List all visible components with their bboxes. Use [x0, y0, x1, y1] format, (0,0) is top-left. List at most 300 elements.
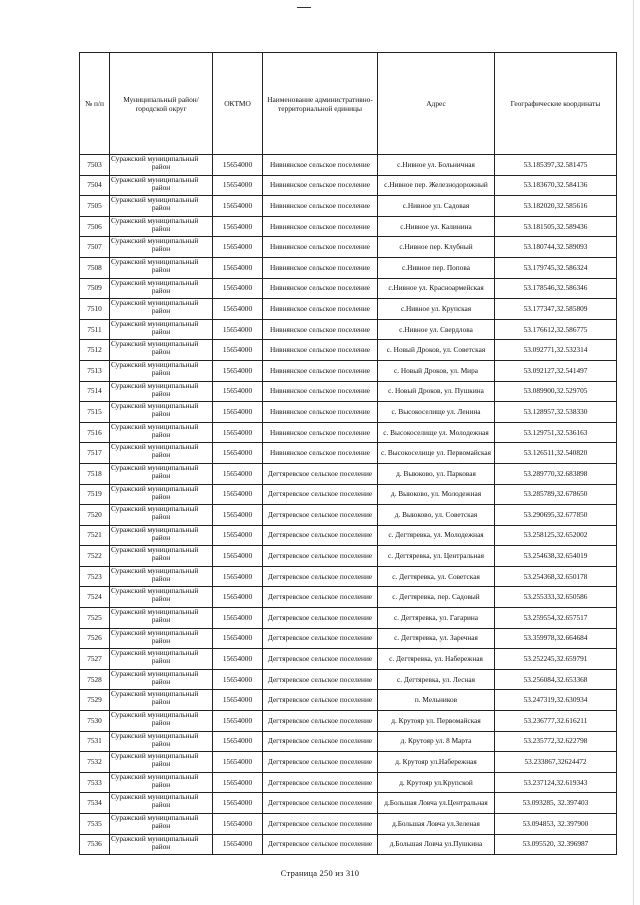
municipality-line2: район: [151, 326, 171, 336]
municipality-line2: район: [151, 264, 171, 274]
municipality-line2: район: [151, 306, 171, 316]
row-number: 7532: [80, 752, 110, 773]
table-row: [80, 443, 617, 464]
municipality-line1: Суражский муниципальный: [111, 525, 199, 534]
coordinates-cell: 53.256084,32.653368: [495, 669, 617, 690]
municipality-cell: [110, 360, 213, 381]
table-row: [80, 546, 617, 567]
address-cell: с. Дегтяревка, ул. Лесная: [378, 669, 495, 690]
row-number: 7529: [80, 690, 110, 711]
address-cell: д. Крутояр ул.Крупской: [378, 772, 495, 793]
coordinates-cell: 53.233867,32624472: [495, 752, 617, 773]
oktmo-cell: 15654000: [213, 834, 263, 855]
municipality-line2: район: [151, 162, 171, 171]
coordinates-cell: 53.359978,32.664684: [495, 628, 617, 649]
coordinates-cell: 53.252245,32.659791: [495, 649, 617, 670]
table-row: [80, 463, 617, 484]
municipality-line1: Суражский муниципальный: [111, 710, 199, 720]
municipality-line1: Суражский муниципальный: [111, 360, 199, 369]
municipality-line1: Суражский муниципальный: [111, 731, 199, 740]
address-cell: с. Высокоселище ул. Ленина: [378, 402, 495, 423]
address-cell: с. Дегтяревка, ул. Заречная: [378, 628, 495, 649]
coordinates-cell: 53.255333,32.650586: [495, 587, 617, 608]
coordinates-cell: 53.092771,32.532314: [495, 340, 617, 361]
municipality-cell: [110, 381, 213, 402]
admin-unit-cell: Нивнянское сельское поселение: [263, 443, 378, 464]
oktmo-cell: 15654000: [213, 731, 263, 752]
address-cell: д.Большая Ловча ул.Пушкина: [378, 834, 495, 855]
coordinates-cell: 53.183670,32.584136: [495, 175, 617, 196]
table-row: [80, 690, 617, 711]
admin-unit-cell: Нивнянское сельское поселение: [263, 319, 378, 340]
municipality-cell: [110, 525, 213, 546]
header-num: № п/п: [80, 53, 110, 155]
row-number: 7517: [80, 443, 110, 464]
municipality-line1: Суражский муниципальный: [111, 422, 199, 431]
municipality-line1: Суражский муниципальный: [111, 772, 199, 781]
oktmo-cell: 15654000: [213, 155, 263, 176]
table-row: [80, 278, 617, 299]
admin-unit-cell: Дегтяревское сельское поселение: [263, 546, 378, 567]
address-cell: д. Крутояр ул.Набережная: [378, 752, 495, 773]
municipality-cell: [110, 257, 213, 278]
coordinates-cell: 53.093285, 32.397403: [495, 793, 617, 814]
row-number: 7506: [80, 216, 110, 237]
admin-unit-cell: Дегтяревское сельское поселение: [263, 669, 378, 690]
admin-unit-cell: Дегтяревское сельское поселение: [263, 505, 378, 526]
oktmo-cell: 15654000: [213, 216, 263, 237]
coordinates-cell: 53.182020,32.585616: [495, 196, 617, 217]
admin-unit-cell: Дегтяревское сельское поселение: [263, 649, 378, 670]
oktmo-cell: 15654000: [213, 525, 263, 546]
address-cell: д. Крутояр ул. 8 Марта: [378, 731, 495, 752]
row-number: 7536: [80, 834, 110, 855]
municipality-cell: [110, 834, 213, 855]
table-row: [80, 216, 617, 237]
coordinates-cell: 53.285789,32.678650: [495, 484, 617, 505]
address-cell: с. Дегтяревка, ул. Центральная: [378, 546, 495, 567]
admin-unit-cell: Дегтяревское сельское поселение: [263, 731, 378, 752]
municipality-cell: [110, 587, 213, 608]
admin-unit-cell: Нивнянское сельское поселение: [263, 299, 378, 320]
address-cell: д. Крутояр ул. Первомайская: [378, 711, 495, 732]
coordinates-cell: 53.092127,32.541497: [495, 360, 617, 381]
municipality-cell: [110, 278, 213, 299]
address-cell: с.Нивное пер. Попова: [378, 257, 495, 278]
oktmo-cell: 15654000: [213, 278, 263, 299]
municipality-cell: [110, 484, 213, 505]
oktmo-cell: 15654000: [213, 772, 263, 793]
admin-unit-cell: Нивнянское сельское поселение: [263, 278, 378, 299]
municipality-cell: [110, 793, 213, 814]
admin-unit-cell: Нивнянское сельское поселение: [263, 196, 378, 217]
row-number: 7520: [80, 505, 110, 526]
municipality-line2: район: [151, 429, 171, 439]
oktmo-cell: 15654000: [213, 587, 263, 608]
coordinates-cell: 53.289770,32.683898: [495, 463, 617, 484]
admin-unit-cell: Дегтяревское сельское поселение: [263, 752, 378, 773]
municipality-cell: [110, 752, 213, 773]
admin-unit-cell: Дегтяревское сельское поселение: [263, 463, 378, 484]
municipality-cell: [110, 422, 213, 443]
municipality-line2: район: [151, 553, 171, 563]
row-number: 7524: [80, 587, 110, 608]
oktmo-cell: 15654000: [213, 381, 263, 402]
admin-unit-cell: Нивнянское сельское поселение: [263, 402, 378, 423]
municipality-line2: район: [151, 656, 171, 666]
table-row: [80, 484, 617, 505]
admin-unit-cell: Нивнянское сельское поселение: [263, 340, 378, 361]
settlements-table: [79, 52, 617, 855]
oktmo-cell: 15654000: [213, 360, 263, 381]
row-number: 7508: [80, 257, 110, 278]
scan-edge: [633, 0, 634, 905]
coordinates-cell: 53.290695,32.677850: [495, 505, 617, 526]
municipality-line2: район: [151, 779, 171, 789]
municipality-line1: Суражский муниципальный: [111, 484, 199, 493]
admin-unit-cell: Дегтяревское сельское поселение: [263, 587, 378, 608]
municipality-line2: район: [151, 182, 171, 192]
table-row: [80, 731, 617, 752]
header-address: Адрес: [378, 53, 495, 155]
municipality-line2: район: [151, 532, 171, 542]
address-cell: с.Нивное ул. Калинина: [378, 216, 495, 237]
address-cell: д.Большая Ловча ул.Зеленая: [378, 814, 495, 835]
table-row: [80, 711, 617, 732]
address-cell: с. Новый Дроков, ул. Пушкина: [378, 381, 495, 402]
coordinates-cell: 53.259554,32.657517: [495, 608, 617, 629]
address-cell: с. Дегтяревка, пер. Садовый: [378, 587, 495, 608]
table-row: [80, 525, 617, 546]
row-number: 7526: [80, 628, 110, 649]
municipality-line2: район: [151, 367, 171, 377]
address-cell: д. Выюково, ул. Советская: [378, 505, 495, 526]
page-footer: Страница 250 из 310: [280, 868, 360, 878]
municipality-cell: [110, 814, 213, 835]
municipality-line2: район: [151, 800, 171, 810]
table-body: [80, 155, 617, 855]
row-number: 7505: [80, 196, 110, 217]
address-cell: д.Большая Ловча ул.Центральная: [378, 793, 495, 814]
table-row: [80, 834, 617, 855]
oktmo-cell: 15654000: [213, 669, 263, 690]
municipality-cell: [110, 299, 213, 320]
oktmo-cell: 15654000: [213, 793, 263, 814]
municipality-line2: район: [151, 512, 171, 522]
coordinates-cell: 53.181505,32.589436: [495, 216, 617, 237]
municipality-cell: [110, 546, 213, 567]
row-number: 7514: [80, 381, 110, 402]
municipality-line1: Суражский муниципальный: [111, 689, 199, 699]
municipality-line2: район: [151, 470, 171, 480]
municipality-line1: Суражский муниципальный: [111, 607, 199, 617]
municipality-cell: [110, 505, 213, 526]
municipality-cell: [110, 175, 213, 196]
table-row: [80, 772, 617, 793]
table-row: [80, 319, 617, 340]
oktmo-cell: 15654000: [213, 752, 263, 773]
admin-unit-cell: Нивнянское сельское поселение: [263, 381, 378, 402]
header-coords: Географические координаты: [495, 53, 617, 155]
row-number: 7518: [80, 463, 110, 484]
oktmo-cell: 15654000: [213, 257, 263, 278]
table-row: [80, 566, 617, 587]
address-cell: с. Высокоселище ул. Молодежная: [378, 422, 495, 443]
municipality-cell: [110, 216, 213, 237]
address-cell: п. Мельников: [378, 690, 495, 711]
table-row: [80, 649, 617, 670]
admin-unit-cell: Дегтяревское сельское поселение: [263, 711, 378, 732]
table-row: [80, 402, 617, 423]
table-row: [80, 381, 617, 402]
coordinates-cell: 53.180744,32.589093: [495, 237, 617, 258]
municipality-line1: Суражский муниципальный: [111, 545, 199, 555]
row-number: 7516: [80, 422, 110, 443]
oktmo-cell: 15654000: [213, 566, 263, 587]
row-number: 7521: [80, 525, 110, 546]
municipality-line2: район: [151, 821, 171, 830]
address-cell: с.Нивное пер. Клубный: [378, 237, 495, 258]
address-cell: д. Выюково, ул. Парковая: [378, 463, 495, 484]
oktmo-cell: 15654000: [213, 649, 263, 670]
address-cell: с. Дегтяревка, ул. Молодежная: [378, 525, 495, 546]
header-unit: Наименование административно-территориальной единицы: [263, 53, 378, 155]
address-cell: с. Дегтяревка, ул. Советская: [378, 566, 495, 587]
oktmo-cell: 15654000: [213, 319, 263, 340]
municipality-line1: Суражский муниципальный: [111, 586, 199, 596]
municipality-cell: [110, 566, 213, 587]
admin-unit-cell: Дегтяревское сельское поселение: [263, 834, 378, 855]
address-cell: с. Новый Дроков, ул. Советская: [378, 340, 495, 361]
municipality-line2: район: [151, 594, 171, 604]
header-oktmo: ОКТМО: [213, 53, 263, 155]
coordinates-cell: 53.254638,32.654019: [495, 546, 617, 567]
table-row: [80, 299, 617, 320]
municipality-line2: район: [151, 635, 171, 645]
admin-unit-cell: Нивнянское сельское поселение: [263, 237, 378, 258]
municipality-line2: район: [151, 738, 171, 748]
coordinates-cell: 53.126511,32.540820: [495, 443, 617, 464]
municipality-line1: Суражский муниципальный: [111, 381, 199, 390]
address-cell: с. Высокоселище ул. Первомайская: [378, 443, 495, 464]
municipality-line2: район: [151, 676, 171, 686]
municipality-line1: Суражский муниципальный: [111, 401, 199, 411]
oktmo-cell: 15654000: [213, 505, 263, 526]
municipality-line1: Суражский муниципальный: [111, 834, 199, 843]
row-number: 7527: [80, 649, 110, 670]
oktmo-cell: 15654000: [213, 711, 263, 732]
municipality-line1: Суражский муниципальный: [111, 813, 199, 822]
municipality-line1: Суражский муниципальный: [111, 154, 199, 163]
municipality-line2: район: [151, 697, 171, 707]
address-cell: с.Нивное ул. Свердлова: [378, 319, 495, 340]
table-row: [80, 752, 617, 773]
coordinates-cell: 53.129751,32.536163: [495, 422, 617, 443]
table-header-row: [80, 53, 617, 155]
table-row: [80, 360, 617, 381]
admin-unit-cell: Дегтяревское сельское поселение: [263, 814, 378, 835]
header-municipality: Муниципальный район/городской округ: [110, 53, 213, 155]
municipality-cell: [110, 690, 213, 711]
admin-unit-cell: Нивнянское сельское поселение: [263, 257, 378, 278]
table-row: [80, 196, 617, 217]
municipality-line1: Суражский муниципальный: [111, 504, 199, 514]
address-cell: с. Новый Дроков, ул. Мира: [378, 360, 495, 381]
municipality-cell: [110, 669, 213, 690]
coordinates-cell: 53.089900,32.529705: [495, 381, 617, 402]
admin-unit-cell: Дегтяревское сельское поселение: [263, 484, 378, 505]
municipality-line2: район: [151, 573, 171, 583]
municipality-line1: Суражский муниципальный: [111, 339, 199, 349]
municipality-line2: район: [151, 388, 171, 398]
table-row: [80, 793, 617, 814]
table-row: [80, 814, 617, 835]
table-row: [80, 422, 617, 443]
municipality-line1: Суражский муниципальный: [111, 236, 199, 246]
municipality-line2: район: [151, 450, 171, 460]
municipality-line2: район: [151, 759, 171, 769]
oktmo-cell: 15654000: [213, 628, 263, 649]
admin-unit-cell: Нивнянское сельское поселение: [263, 155, 378, 176]
municipality-cell: [110, 731, 213, 752]
table-row: [80, 155, 617, 176]
row-number: 7504: [80, 175, 110, 196]
address-cell: с. Дегтяревка, ул. Гагарина: [378, 608, 495, 629]
oktmo-cell: 15654000: [213, 299, 263, 320]
row-number: 7515: [80, 402, 110, 423]
coordinates-cell: 53.237124,32.619343: [495, 772, 617, 793]
row-number: 7531: [80, 731, 110, 752]
row-number: 7510: [80, 299, 110, 320]
scan-mark: [297, 7, 311, 8]
table-row: [80, 257, 617, 278]
coordinates-cell: 53.235772,32.622798: [495, 731, 617, 752]
row-number: 7511: [80, 319, 110, 340]
admin-unit-cell: Дегтяревское сельское поселение: [263, 525, 378, 546]
coordinates-cell: 53.179745,32.586324: [495, 257, 617, 278]
admin-unit-cell: Дегтяревское сельское поселение: [263, 628, 378, 649]
municipality-line1: Суражский муниципальный: [111, 442, 199, 452]
municipality-line1: Суражский муниципальный: [111, 278, 199, 287]
municipality-line1: Суражский муниципальный: [111, 298, 199, 308]
municipality-line1: Суражский муниципальный: [111, 195, 199, 205]
municipality-line1: Суражский муниципальный: [111, 648, 199, 658]
admin-unit-cell: Дегтяревское сельское поселение: [263, 690, 378, 711]
address-cell: д. Выюково, ул. Молодежная: [378, 484, 495, 505]
municipality-cell: [110, 649, 213, 670]
row-number: 7528: [80, 669, 110, 690]
row-number: 7534: [80, 793, 110, 814]
row-number: 7509: [80, 278, 110, 299]
row-number: 7513: [80, 360, 110, 381]
municipality-line2: район: [151, 491, 171, 501]
row-number: 7507: [80, 237, 110, 258]
municipality-line1: Суражский муниципальный: [111, 628, 199, 637]
row-number: 7533: [80, 772, 110, 793]
coordinates-cell: 53.254368,32.650178: [495, 566, 617, 587]
coordinates-cell: 53.128957,32.538330: [495, 402, 617, 423]
municipality-line1: Суражский муниципальный: [111, 463, 199, 472]
oktmo-cell: 15654000: [213, 175, 263, 196]
municipality-line2: район: [151, 285, 171, 295]
oktmo-cell: 15654000: [213, 484, 263, 505]
municipality-line1: Суражский муниципальный: [111, 792, 199, 802]
municipality-cell: [110, 443, 213, 464]
municipality-line1: Суражский муниципальный: [111, 751, 199, 761]
table-row: [80, 608, 617, 629]
address-cell: с.Нивное ул. Больничная: [378, 155, 495, 176]
table-row: [80, 237, 617, 258]
row-number: 7530: [80, 711, 110, 732]
oktmo-cell: 15654000: [213, 608, 263, 629]
oktmo-cell: 15654000: [213, 402, 263, 423]
coordinates-cell: 53.247319,32.630934: [495, 690, 617, 711]
municipality-cell: [110, 340, 213, 361]
municipality-cell: [110, 155, 213, 176]
municipality-line2: район: [151, 223, 171, 233]
address-cell: с.Нивное ул. Садовая: [378, 196, 495, 217]
table-row: [80, 628, 617, 649]
table-row: [80, 505, 617, 526]
oktmo-cell: 15654000: [213, 690, 263, 711]
row-number: 7512: [80, 340, 110, 361]
oktmo-cell: 15654000: [213, 340, 263, 361]
row-number: 7503: [80, 155, 110, 176]
table-row: [80, 175, 617, 196]
oktmo-cell: 15654000: [213, 422, 263, 443]
municipality-line2: район: [151, 347, 171, 357]
admin-unit-cell: Дегтяревское сельское поселение: [263, 772, 378, 793]
municipality-line2: район: [151, 244, 171, 254]
oktmo-cell: 15654000: [213, 814, 263, 835]
coordinates-cell: 53.177347,32.585809: [495, 299, 617, 320]
admin-unit-cell: Нивнянское сельское поселение: [263, 216, 378, 237]
admin-unit-cell: Дегтяревское сельское поселение: [263, 608, 378, 629]
admin-unit-cell: Дегтяревское сельское поселение: [263, 566, 378, 587]
address-cell: с.Нивное пер. Железнодорожный: [378, 175, 495, 196]
table-row: [80, 340, 617, 361]
oktmo-cell: 15654000: [213, 463, 263, 484]
municipality-line1: Суражский муниципальный: [111, 175, 199, 184]
coordinates-cell: 53.185397,32.581475: [495, 155, 617, 176]
admin-unit-cell: Нивнянское сельское поселение: [263, 175, 378, 196]
row-number: 7522: [80, 546, 110, 567]
municipality-cell: [110, 608, 213, 629]
municipality-cell: [110, 711, 213, 732]
row-number: 7525: [80, 608, 110, 629]
municipality-cell: [110, 237, 213, 258]
oktmo-cell: 15654000: [213, 443, 263, 464]
address-cell: с. Дегтяревка, ул. Набережная: [378, 649, 495, 670]
admin-unit-cell: Дегтяревское сельское поселение: [263, 793, 378, 814]
municipality-line2: район: [151, 409, 171, 419]
municipality-cell: [110, 628, 213, 649]
coordinates-cell: 53.094853, 32.397900: [495, 814, 617, 835]
municipality-line2: район: [151, 841, 171, 851]
row-number: 7519: [80, 484, 110, 505]
row-number: 7535: [80, 814, 110, 835]
municipality-line2: район: [151, 718, 171, 728]
address-cell: с.Нивное ул. Крупская: [378, 299, 495, 320]
municipality-line1: Суражский муниципальный: [111, 566, 199, 575]
row-number: 7523: [80, 566, 110, 587]
oktmo-cell: 15654000: [213, 237, 263, 258]
municipality-line1: Суражский муниципальный: [111, 319, 199, 328]
coordinates-cell: 53.095520, 32.396987: [495, 834, 617, 855]
oktmo-cell: 15654000: [213, 196, 263, 217]
municipality-line1: Суражский муниципальный: [111, 669, 199, 678]
admin-unit-cell: Нивнянское сельское поселение: [263, 360, 378, 381]
